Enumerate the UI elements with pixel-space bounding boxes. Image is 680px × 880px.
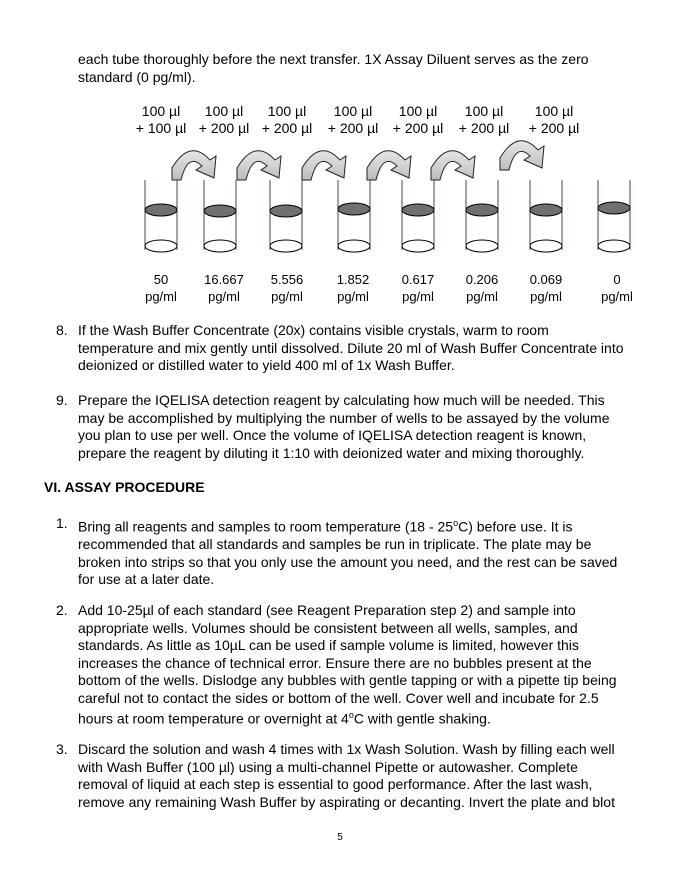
concentration-label: 5.556 pg/ml: [270, 272, 304, 304]
volume-label: 100 µl + 200 µl: [198, 103, 250, 136]
item-text: you plan to use per well. Once the volume of IQELISA detection reagent is known,: [78, 427, 587, 443]
volume-label: 100 µl + 200 µl: [528, 103, 580, 136]
item-text: for use at a later date.: [78, 571, 215, 588]
item-text: may be accomplished by multiplying the number of wells to be assayed by the volume: [78, 409, 610, 426]
tube-icon: [338, 180, 370, 252]
concentration-label: 1.852 pg/ml: [336, 272, 370, 304]
item-text: Discard the solution and wash 4 times with 1x Wash Solution. Wash by filling each well: [78, 741, 615, 757]
transfer-arrow-icon: [500, 141, 544, 170]
transfer-arrow-icon: [302, 151, 346, 180]
transfer-arrow-icon: [172, 151, 216, 180]
concentration-label: 0.617 pg/ml: [401, 272, 435, 304]
intro-line: standard (0 pg/ml).: [78, 68, 196, 85]
tube-icon: [145, 180, 177, 252]
volume-label: 100 µl + 200 µl: [327, 103, 379, 136]
volume-label: 100 µl + 200 µl: [392, 103, 444, 136]
item-text: with Wash Buffer (100 µl) using a multi-channel Pipette or autowasher. Complete: [78, 758, 578, 775]
tube-icon: [530, 180, 562, 252]
item-text: Add 10-25µl of each standard (see Reagent Preparation step 2) and sample into: [78, 602, 576, 618]
item-text: removal of liquid at each step is essential to good performance. After the last wash,: [78, 776, 593, 792]
concentration-label: 0 pg/ml: [601, 272, 633, 304]
concentration-label: 0.206 pg/ml: [465, 272, 499, 304]
item-text: temperature and mix gently until dissolved. Dilute 20 ml of Wash Buffer Concentrate into: [78, 339, 624, 356]
concentration-label: 16.667 pg/ml: [204, 272, 244, 304]
transfer-arrow-icon: [367, 151, 411, 180]
tube-icon: [402, 180, 434, 252]
volume-label: 100 µl + 100 µl: [135, 103, 187, 136]
concentration-label: 0.069 pg/ml: [529, 272, 563, 304]
item-text: prepare the reagent by diluting it 1:10 with deionized water and mixing thoroughly.: [78, 444, 585, 461]
item-text: appropriate wells. Volumes should be consistent between all wells, samples, and: [78, 619, 578, 636]
serial-dilution-diagram: [0, 140, 680, 270]
page-number: 5: [337, 832, 343, 843]
intro-paragraph: [78, 51, 648, 86]
volume-label: 100 µl + 200 µl: [261, 103, 313, 136]
item-text: careful not to contact the sides or bottom of the well. Cover well and incubate for 2.5: [78, 689, 599, 706]
intro-line: each tube thoroughly before the next transfer. 1X Assay Diluent serves as the zero: [78, 51, 589, 67]
item-number: 2.: [56, 602, 68, 618]
item-text: recommended that all standards and samples be run in triplicate. The plate may be: [78, 536, 592, 553]
tube-icon: [270, 180, 302, 252]
item-number: 9.: [56, 392, 68, 408]
item-text: Bring all reagents and samples to room temperature (18 - 25$^o$C) before use. It is: [78, 518, 573, 535]
item-text: broken into strips so that you only use the amount you need, and the rest can be saved: [78, 553, 618, 570]
item-number: 3.: [56, 741, 68, 757]
transfer-arrow-icon: [431, 151, 475, 180]
item-text: hours at room temperature or overnight at 4$^o$C with gentle shaking.: [78, 710, 491, 727]
volume-label: 100 µl + 200 µl: [458, 103, 510, 136]
item-text: If the Wash Buffer Concentrate (20x) contains visible crystals, warm to room: [78, 322, 549, 338]
item-text: remove any remaining Wash Buffer by aspirating or decanting. Invert the plate and blot: [78, 793, 615, 810]
concentration-label: 50 pg/ml: [145, 272, 177, 304]
transfer-arrow-icon: [237, 151, 281, 180]
section-heading: VI. ASSAY PROCEDURE: [44, 479, 205, 495]
item-text: Prepare the IQELISA detection reagent by calculating how much will be needed. This: [78, 392, 605, 408]
tube-icon: [204, 180, 236, 252]
item-text: standards. As little as 10µL can be used if sample volume is limited, however this: [78, 637, 579, 653]
tube-icon: [598, 180, 630, 252]
item-number: 8.: [56, 322, 68, 338]
item-number: 1.: [56, 515, 68, 531]
item-text: bottom of the wells. Dislodge any bubbles with gentle tapping or with a pipette tip being: [78, 672, 617, 688]
tube-icon: [466, 180, 498, 252]
item-text: deionized or distilled water to yield 400 ml of 1x Wash Buffer.: [78, 357, 455, 373]
item-text: increases the chance of technical error. Ensure there are no bubbles present at the: [78, 654, 592, 671]
